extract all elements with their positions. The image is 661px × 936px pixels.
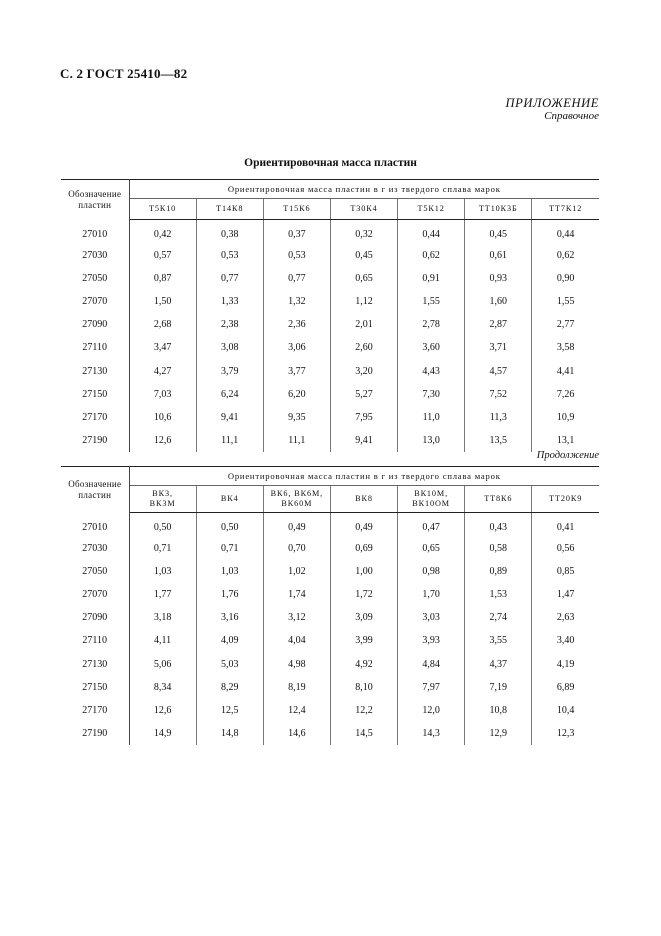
plate-designation: 27170 (61, 406, 129, 429)
mass-value: 0,85 (556, 565, 575, 577)
mass-value: 1,76 (196, 583, 263, 606)
mass-value: 3,09 (330, 606, 397, 629)
mass-value: 10,4 (556, 704, 575, 716)
plate-designation: 27130 (61, 359, 129, 382)
plate-designation: 27070 (61, 290, 129, 313)
mass-value: 1,74 (263, 583, 330, 606)
grade-header-line: ТТ20К9 (549, 494, 583, 503)
table-row (61, 429, 599, 452)
mass-value: 12,0 (398, 699, 465, 722)
mass-value: 3,58 (556, 342, 575, 354)
mass-value: 8,10 (330, 676, 397, 699)
group-header: Ориентировочная масса пластин в г из твердого сплава марок (129, 180, 599, 199)
mass-value: 3,20 (330, 359, 397, 382)
mass-value: 4,43 (398, 359, 465, 382)
mass-value: 1,55 (398, 290, 465, 313)
mass-value: 2,68 (129, 313, 196, 336)
page-header: С. 2 ГОСТ 25410—82 (60, 66, 188, 81)
plate-designation: 27070 (61, 583, 129, 606)
table-row (61, 267, 599, 290)
mass-value: 3,47 (129, 336, 196, 359)
mass-value: 2,60 (330, 336, 397, 359)
grade-header (398, 486, 465, 513)
mass-value: 4,98 (263, 652, 330, 675)
mass-value: 4,37 (465, 652, 532, 675)
mass-value: 1,03 (129, 560, 196, 583)
plate-designation: 27050 (61, 267, 129, 290)
mass-value: 2,63 (556, 612, 575, 624)
grade-header-line: ВК4 (220, 494, 239, 503)
table-row (61, 629, 599, 652)
grade-header-line: ВК6, ВК6М, (270, 489, 324, 498)
mass-value: 0,44 (556, 229, 575, 241)
table-row (61, 699, 599, 722)
mass-value: 4,11 (129, 629, 196, 652)
grade-header: ТТ7К12 (532, 199, 599, 220)
mass-value: 3,06 (263, 336, 330, 359)
mass-value: 1,33 (196, 290, 263, 313)
mass-table-2 (61, 466, 599, 745)
mass-value: 1,77 (129, 583, 196, 606)
table-row (61, 652, 599, 675)
mass-value: 4,09 (196, 629, 263, 652)
plate-designation: 27190 (61, 429, 129, 452)
mass-value: 3,77 (263, 359, 330, 382)
mass-value: 1,70 (398, 583, 465, 606)
plate-designation: 27030 (61, 244, 129, 267)
mass-value: 1,72 (330, 583, 397, 606)
mass-value: 0,32 (330, 220, 397, 244)
mass-value: 0,44 (398, 220, 465, 244)
mass-value: 7,03 (129, 383, 196, 406)
mass-value: 0,43 (465, 513, 532, 537)
mass-value: 0,41 (556, 522, 575, 534)
mass-value: 0,65 (398, 537, 465, 560)
mass-value: 0,49 (330, 513, 397, 537)
table-row (61, 406, 599, 429)
mass-value: 6,24 (196, 383, 263, 406)
mass-value: 1,55 (556, 295, 575, 307)
group-header: Ориентировочная масса пластин в г из твердого сплава марок (129, 467, 599, 486)
mass-value: 12,6 (129, 429, 196, 452)
mass-value: 3,93 (398, 629, 465, 652)
grade-header (465, 486, 532, 513)
mass-value: 1,02 (263, 560, 330, 583)
mass-value: 7,26 (556, 388, 575, 400)
mass-value: 6,20 (263, 383, 330, 406)
mass-value: 0,45 (465, 220, 532, 244)
mass-value: 0,89 (465, 560, 532, 583)
plate-designation: 27150 (61, 383, 129, 406)
mass-value: 4,19 (556, 658, 575, 670)
table-row (61, 336, 599, 359)
plate-designation: 27150 (61, 676, 129, 699)
mass-value: 8,29 (196, 676, 263, 699)
mass-value: 10,8 (465, 699, 532, 722)
table-title: Ориентировочная масса пластин (244, 157, 417, 169)
grade-header-line: ТТ8К6 (484, 494, 513, 503)
mass-value: 1,32 (263, 290, 330, 313)
grade-header (330, 486, 397, 513)
mass-value: 2,77 (556, 319, 575, 331)
grade-header (129, 486, 196, 513)
mass-value: 4,92 (330, 652, 397, 675)
mass-value: 4,04 (263, 629, 330, 652)
mass-value: 0,70 (263, 537, 330, 560)
mass-table-1 (61, 179, 599, 452)
mass-value: 3,99 (330, 629, 397, 652)
mass-value: 1,50 (129, 290, 196, 313)
mass-value: 4,41 (556, 365, 575, 377)
mass-value: 9,35 (263, 406, 330, 429)
grade-header (532, 486, 599, 513)
table-row (61, 313, 599, 336)
plate-designation: 27170 (61, 699, 129, 722)
mass-value: 5,06 (129, 652, 196, 675)
mass-value: 12,4 (263, 699, 330, 722)
plate-designation: 27030 (61, 537, 129, 560)
mass-value: 0,62 (556, 249, 575, 261)
mass-value: 3,79 (196, 359, 263, 382)
grade-header: Т15К6 (263, 199, 330, 220)
mass-value: 0,62 (398, 244, 465, 267)
plate-designation: 27010 (61, 513, 129, 537)
mass-value: 1,03 (196, 560, 263, 583)
mass-value: 0,77 (263, 267, 330, 290)
mass-value: 13,5 (465, 429, 532, 452)
mass-value: 14,3 (398, 722, 465, 745)
mass-value: 3,55 (465, 629, 532, 652)
mass-value: 13,0 (398, 429, 465, 452)
appendix-subtitle: Справочное (544, 110, 599, 122)
mass-value: 2,78 (398, 313, 465, 336)
table-row (61, 383, 599, 406)
mass-value: 11,1 (196, 429, 263, 452)
mass-value: 0,50 (196, 513, 263, 537)
mass-value: 0,87 (129, 267, 196, 290)
mass-value: 0,65 (330, 267, 397, 290)
table-row (61, 537, 599, 560)
mass-value: 0,53 (263, 244, 330, 267)
mass-value: 14,5 (330, 722, 397, 745)
mass-value: 0,42 (129, 220, 196, 244)
mass-value: 6,89 (556, 681, 575, 693)
mass-value: 1,47 (556, 588, 575, 600)
mass-value: 12,6 (129, 699, 196, 722)
plate-designation: 27010 (61, 220, 129, 244)
plate-designation: 27090 (61, 606, 129, 629)
mass-value: 11,3 (465, 406, 532, 429)
mass-value: 12,3 (556, 728, 575, 740)
grade-header-line: ВК10ОМ (412, 499, 450, 508)
mass-value: 14,6 (263, 722, 330, 745)
mass-value: 3,08 (196, 336, 263, 359)
mass-value: 9,41 (196, 406, 263, 429)
designation-header: Обозначение пластин (61, 467, 129, 513)
plate-designation: 27090 (61, 313, 129, 336)
mass-value: 4,27 (129, 359, 196, 382)
mass-value: 11,1 (263, 429, 330, 452)
table-row (61, 560, 599, 583)
table-row (61, 290, 599, 313)
mass-value: 14,8 (196, 722, 263, 745)
mass-value: 3,60 (398, 336, 465, 359)
mass-value: 12,2 (330, 699, 397, 722)
table-row (61, 722, 599, 745)
mass-value: 1,60 (465, 290, 532, 313)
mass-value: 1,00 (330, 560, 397, 583)
mass-value: 3,40 (556, 635, 575, 647)
table-row (61, 513, 599, 537)
plate-designation: 27110 (61, 336, 129, 359)
grade-header-line: ВК8 (355, 494, 373, 503)
grade-header: Т14К8 (196, 199, 263, 220)
table-row (61, 359, 599, 382)
mass-value: 3,71 (465, 336, 532, 359)
mass-value: 0,37 (263, 220, 330, 244)
mass-value: 4,57 (465, 359, 532, 382)
mass-value: 12,5 (196, 699, 263, 722)
mass-value: 2,01 (330, 313, 397, 336)
mass-value: 0,45 (330, 244, 397, 267)
table-row (61, 583, 599, 606)
grade-header (263, 486, 330, 513)
mass-value: 9,41 (330, 429, 397, 452)
mass-value: 14,9 (129, 722, 196, 745)
plate-designation: 27130 (61, 652, 129, 675)
mass-value: 7,19 (465, 676, 532, 699)
mass-value: 0,91 (398, 267, 465, 290)
mass-value: 7,52 (465, 383, 532, 406)
mass-value: 3,12 (263, 606, 330, 629)
grade-header-line: ВК10М, (414, 489, 449, 498)
grade-header (196, 486, 263, 513)
mass-value: 11,0 (398, 406, 465, 429)
mass-value: 0,71 (129, 537, 196, 560)
mass-value: 3,03 (398, 606, 465, 629)
designation-header: Обозначение пластин (61, 180, 129, 220)
mass-value: 1,53 (465, 583, 532, 606)
mass-value: 0,47 (398, 513, 465, 537)
mass-value: 0,93 (465, 267, 532, 290)
mass-value: 5,03 (196, 652, 263, 675)
mass-value: 0,61 (465, 244, 532, 267)
mass-value: 7,97 (398, 676, 465, 699)
grade-header: Т30К4 (330, 199, 397, 220)
mass-value: 0,98 (398, 560, 465, 583)
table-row (61, 244, 599, 267)
mass-value: 0,77 (196, 267, 263, 290)
table-row (61, 606, 599, 629)
mass-value: 3,18 (129, 606, 196, 629)
plate-designation: 27110 (61, 629, 129, 652)
mass-value: 4,84 (398, 652, 465, 675)
grade-header-line: ВК3М (149, 499, 176, 508)
mass-value: 1,12 (330, 290, 397, 313)
continuation-label: Продолжение (536, 450, 599, 461)
mass-value: 7,30 (398, 383, 465, 406)
mass-value: 12,9 (465, 722, 532, 745)
mass-value: 0,38 (196, 220, 263, 244)
grade-header: ТТ10К3Б (465, 199, 532, 220)
mass-value: 13,1 (556, 435, 575, 447)
mass-value: 7,95 (330, 406, 397, 429)
mass-value: 0,50 (129, 513, 196, 537)
mass-value: 8,19 (263, 676, 330, 699)
mass-value: 0,58 (465, 537, 532, 560)
mass-value: 10,6 (129, 406, 196, 429)
mass-value: 2,38 (196, 313, 263, 336)
grade-header: Т5К10 (129, 199, 196, 220)
mass-value: 0,90 (556, 272, 575, 284)
table-row (61, 676, 599, 699)
grade-header-line: ВК60М (281, 499, 313, 508)
table-row (61, 220, 599, 244)
mass-value: 0,56 (556, 542, 575, 554)
mass-value: 2,36 (263, 313, 330, 336)
mass-value: 0,69 (330, 537, 397, 560)
mass-value: 0,71 (196, 537, 263, 560)
plate-designation: 27050 (61, 560, 129, 583)
appendix-label (506, 97, 599, 123)
mass-value: 2,74 (465, 606, 532, 629)
mass-value: 0,57 (129, 244, 196, 267)
mass-value: 0,49 (263, 513, 330, 537)
plate-designation: 27190 (61, 722, 129, 745)
mass-value: 8,34 (129, 676, 196, 699)
grade-header-line: ВК3, (152, 489, 173, 498)
mass-value: 0,53 (196, 244, 263, 267)
mass-value: 3,16 (196, 606, 263, 629)
mass-value: 2,87 (465, 313, 532, 336)
appendix-title: ПРИЛОЖЕНИЕ (505, 96, 599, 110)
mass-value: 5,27 (330, 383, 397, 406)
grade-header: Т5К12 (398, 199, 465, 220)
mass-value: 10,9 (556, 411, 575, 423)
